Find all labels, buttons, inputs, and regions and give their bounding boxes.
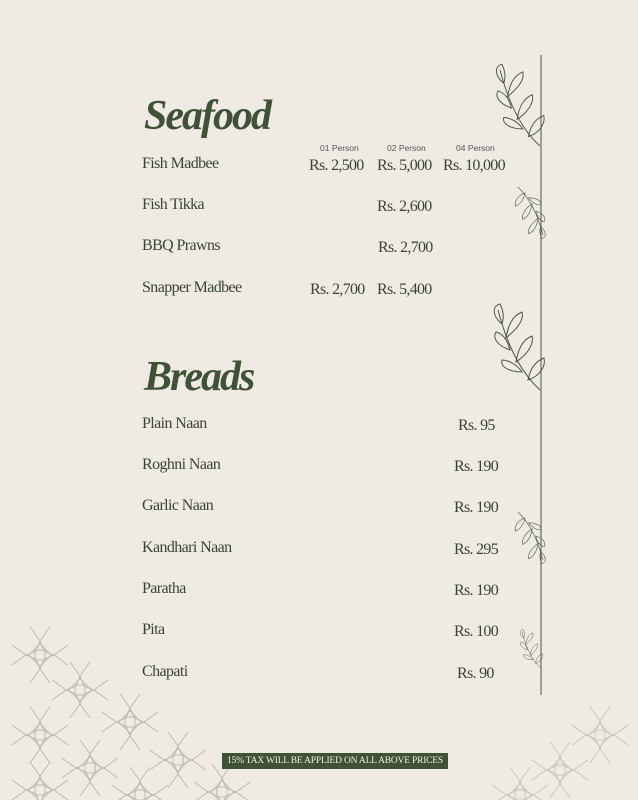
price-kandhari-naan: Rs. 295 [454,541,498,558]
item-snapper-madbee: Snapper Madbee [142,279,242,296]
price-bbq-prawns-2: Rs. 2,700 [378,239,433,256]
item-pita: Pita [142,621,165,638]
price-snapper-madbee-2: Rs. 5,400 [377,281,432,298]
header-01-person: 01 Person [320,143,359,153]
price-plain-naan: Rs. 95 [458,417,495,434]
item-chapati: Chapati [142,663,188,680]
price-chapati: Rs. 90 [457,665,494,682]
price-pita: Rs. 100 [454,623,498,640]
item-roghni-naan: Roghni Naan [142,456,221,473]
price-fish-madbee-2: Rs. 5,000 [377,157,432,174]
price-garlic-naan: Rs. 190 [454,499,498,516]
price-paratha: Rs. 190 [454,582,498,599]
item-fish-madbee: Fish Madbee [142,155,219,172]
item-plain-naan: Plain Naan [142,415,207,432]
item-paratha: Paratha [142,580,186,597]
item-garlic-naan: Garlic Naan [142,497,214,514]
breads-heading: Breads [144,354,254,400]
price-fish-madbee-1: Rs. 2,500 [309,157,364,174]
price-snapper-madbee-1: Rs. 2,700 [310,281,365,298]
item-fish-tikka: Fish Tikka [142,196,205,213]
price-fish-madbee-4: Rs. 10,000 [443,157,505,174]
header-02-person: 02 Person [387,143,426,153]
header-04-person: 04 Person [456,143,495,153]
item-bbq-prawns: BBQ Prawns [142,237,221,254]
price-roghni-naan: Rs. 190 [454,458,498,475]
item-kandhari-naan: Kandhari Naan [142,539,232,556]
seafood-heading: Seafood [144,93,270,139]
price-fish-tikka-2: Rs. 2,600 [377,198,432,215]
tax-notice-banner: 15% TAX WILL BE APPLIED ON ALL ABOVE PRICES [222,753,448,769]
